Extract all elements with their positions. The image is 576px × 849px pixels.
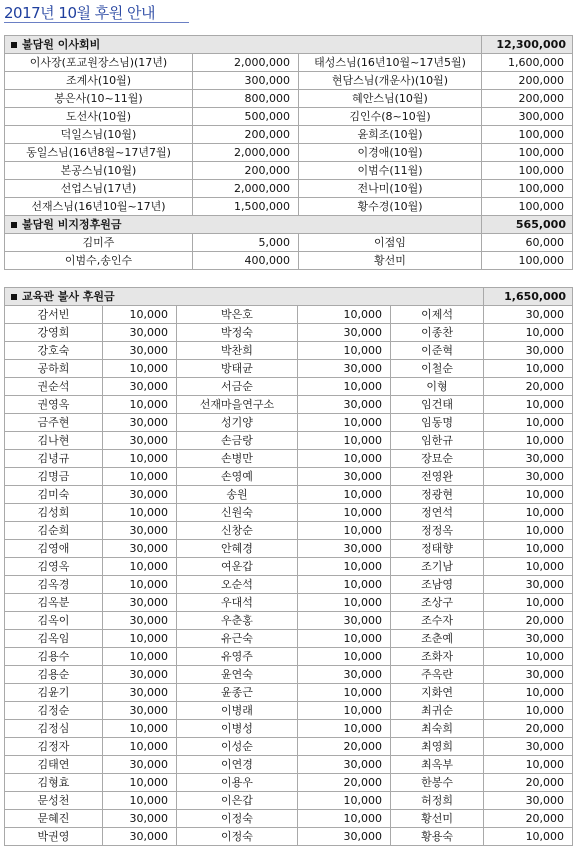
amount-cell: 10,000 bbox=[103, 630, 177, 648]
amount-cell: 30,000 bbox=[298, 828, 391, 846]
amount-cell: 10,000 bbox=[484, 558, 573, 576]
donor-name-cell: 이범수(11월) bbox=[299, 162, 482, 180]
table-row bbox=[5, 738, 573, 756]
donor-name-cell: 윤희조(10월) bbox=[299, 126, 482, 144]
amount-cell: 20,000 bbox=[484, 378, 573, 396]
donor-name-cell: 오순석 bbox=[177, 576, 298, 594]
amount-cell: 10,000 bbox=[298, 558, 391, 576]
amount-cell: 10,000 bbox=[298, 630, 391, 648]
amount-cell: 200,000 bbox=[482, 72, 573, 90]
section-0-header-row bbox=[5, 36, 573, 54]
donor-name-cell: 정연석 bbox=[391, 504, 484, 522]
amount-cell: 10,000 bbox=[103, 792, 177, 810]
donor-name-cell: 김성희 bbox=[5, 504, 103, 522]
amount-cell: 30,000 bbox=[298, 324, 391, 342]
donor-name-cell: 김윤기 bbox=[5, 684, 103, 702]
donor-name-cell: 문성천 bbox=[5, 792, 103, 810]
donor-name-cell: 최옥부 bbox=[391, 756, 484, 774]
education-header bbox=[5, 288, 484, 306]
table-row bbox=[5, 810, 573, 828]
donor-name-cell: 이용우 bbox=[177, 774, 298, 792]
donor-name-cell: 김영옥 bbox=[5, 558, 103, 576]
amount-cell: 30,000 bbox=[484, 792, 573, 810]
amount-cell: 2,000,000 bbox=[193, 54, 299, 72]
donor-name-cell: 봉은사(10~11월) bbox=[5, 90, 193, 108]
donor-name-cell: 허정희 bbox=[391, 792, 484, 810]
donor-name-cell: 동일스님(16년8월~17년7월) bbox=[5, 144, 193, 162]
table-row bbox=[5, 522, 573, 540]
amount-cell: 10,000 bbox=[298, 792, 391, 810]
donor-name-cell: 정광현 bbox=[391, 486, 484, 504]
amount-cell: 10,000 bbox=[484, 396, 573, 414]
amount-cell: 100,000 bbox=[482, 144, 573, 162]
donor-name-cell: 강호숙 bbox=[5, 342, 103, 360]
amount-cell: 30,000 bbox=[484, 342, 573, 360]
donor-name-cell: 신창순 bbox=[177, 522, 298, 540]
donor-name-cell: 김정자 bbox=[5, 738, 103, 756]
donor-name-cell: 이점임 bbox=[299, 234, 482, 252]
amount-cell: 10,000 bbox=[103, 738, 177, 756]
donor-name-cell: 조남영 bbox=[391, 576, 484, 594]
donor-name-cell: 현담스님(개운사)(10월) bbox=[299, 72, 482, 90]
donor-name-cell: 정태향 bbox=[391, 540, 484, 558]
section-0-total: 12,300,000 bbox=[482, 36, 573, 54]
amount-cell: 30,000 bbox=[484, 468, 573, 486]
donor-name-cell: 우대석 bbox=[177, 594, 298, 612]
table-row bbox=[5, 666, 573, 684]
amount-cell: 2,000,000 bbox=[193, 180, 299, 198]
donor-name-cell: 박정숙 bbox=[177, 324, 298, 342]
donor-name-cell: 이종찬 bbox=[391, 324, 484, 342]
donor-name-cell: 여운갑 bbox=[177, 558, 298, 576]
amount-cell: 10,000 bbox=[298, 432, 391, 450]
donor-name-cell: 임한규 bbox=[391, 432, 484, 450]
amount-cell: 30,000 bbox=[484, 630, 573, 648]
donor-name-cell: 이성순 bbox=[177, 738, 298, 756]
section-title: 불담원 비지정후원금 bbox=[22, 218, 122, 231]
donor-name-cell: 공하희 bbox=[5, 360, 103, 378]
donor-name-cell: 이연경 bbox=[177, 756, 298, 774]
table-row bbox=[5, 792, 573, 810]
amount-cell: 30,000 bbox=[298, 540, 391, 558]
table-row bbox=[5, 252, 573, 270]
donor-name-cell: 조수자 bbox=[391, 612, 484, 630]
amount-cell: 10,000 bbox=[103, 360, 177, 378]
table-row bbox=[5, 54, 573, 72]
donor-name-cell: 이준혁 bbox=[391, 342, 484, 360]
donor-name-cell: 김녕규 bbox=[5, 450, 103, 468]
donor-name-cell: 이형 bbox=[391, 378, 484, 396]
donor-name-cell: 선재스님(16년10월~17년) bbox=[5, 198, 193, 216]
table-row bbox=[5, 756, 573, 774]
donor-name-cell: 박찬희 bbox=[177, 342, 298, 360]
donor-name-cell: 유영주 bbox=[177, 648, 298, 666]
board-donation-table bbox=[4, 35, 573, 270]
donor-name-cell: 손영예 bbox=[177, 468, 298, 486]
table-row bbox=[5, 774, 573, 792]
amount-cell: 300,000 bbox=[482, 108, 573, 126]
amount-cell: 10,000 bbox=[103, 306, 177, 324]
donor-name-cell: 혜안스님(10월) bbox=[299, 90, 482, 108]
table-row bbox=[5, 630, 573, 648]
donor-name-cell: 박권영 bbox=[5, 828, 103, 846]
amount-cell: 10,000 bbox=[298, 684, 391, 702]
amount-cell: 10,000 bbox=[484, 828, 573, 846]
donor-name-cell: 황선미 bbox=[391, 810, 484, 828]
donor-name-cell: 송원 bbox=[177, 486, 298, 504]
table-row bbox=[5, 720, 573, 738]
donor-name-cell: 신원숙 bbox=[177, 504, 298, 522]
donor-name-cell: 태성스님(16년10월~17년5월) bbox=[299, 54, 482, 72]
amount-cell: 30,000 bbox=[103, 414, 177, 432]
donor-name-cell: 박은호 bbox=[177, 306, 298, 324]
amount-cell: 100,000 bbox=[482, 126, 573, 144]
donor-name-cell: 도선사(10월) bbox=[5, 108, 193, 126]
amount-cell: 10,000 bbox=[484, 414, 573, 432]
amount-cell: 10,000 bbox=[103, 558, 177, 576]
amount-cell: 30,000 bbox=[484, 450, 573, 468]
amount-cell: 10,000 bbox=[484, 648, 573, 666]
amount-cell: 10,000 bbox=[484, 324, 573, 342]
amount-cell: 10,000 bbox=[484, 432, 573, 450]
donor-name-cell: 김용수 bbox=[5, 648, 103, 666]
amount-cell: 10,000 bbox=[298, 720, 391, 738]
amount-cell: 30,000 bbox=[103, 522, 177, 540]
amount-cell: 10,000 bbox=[298, 702, 391, 720]
donor-name-cell: 최숙희 bbox=[391, 720, 484, 738]
table-row bbox=[5, 162, 573, 180]
amount-cell: 10,000 bbox=[484, 756, 573, 774]
donor-name-cell: 권순석 bbox=[5, 378, 103, 396]
amount-cell: 30,000 bbox=[298, 666, 391, 684]
amount-cell: 10,000 bbox=[484, 684, 573, 702]
donor-name-cell: 김인수(8~10월) bbox=[299, 108, 482, 126]
amount-cell: 30,000 bbox=[298, 468, 391, 486]
donor-name-cell: 김옥경 bbox=[5, 576, 103, 594]
donor-name-cell: 문혜진 bbox=[5, 810, 103, 828]
amount-cell: 200,000 bbox=[482, 90, 573, 108]
amount-cell: 20,000 bbox=[484, 720, 573, 738]
square-bullet-icon bbox=[11, 294, 17, 300]
amount-cell: 10,000 bbox=[298, 810, 391, 828]
amount-cell: 1,600,000 bbox=[482, 54, 573, 72]
amount-cell: 30,000 bbox=[298, 612, 391, 630]
donor-name-cell: 황용숙 bbox=[391, 828, 484, 846]
donor-name-cell: 정정옥 bbox=[391, 522, 484, 540]
amount-cell: 10,000 bbox=[103, 720, 177, 738]
donor-name-cell: 김순희 bbox=[5, 522, 103, 540]
table-row bbox=[5, 378, 573, 396]
amount-cell: 10,000 bbox=[298, 522, 391, 540]
table-row bbox=[5, 180, 573, 198]
donor-name-cell: 이정숙 bbox=[177, 810, 298, 828]
donor-name-cell: 황수경(10월) bbox=[299, 198, 482, 216]
donor-name-cell: 김정순 bbox=[5, 702, 103, 720]
table-row bbox=[5, 594, 573, 612]
amount-cell: 60,000 bbox=[482, 234, 573, 252]
donor-name-cell: 임건태 bbox=[391, 396, 484, 414]
amount-cell: 30,000 bbox=[103, 486, 177, 504]
page-title: 2017년 10월 후원 안내 bbox=[4, 4, 156, 22]
amount-cell: 10,000 bbox=[484, 594, 573, 612]
donor-name-cell: 장묘순 bbox=[391, 450, 484, 468]
donor-name-cell: 본공스님(10월) bbox=[5, 162, 193, 180]
education-total: 1,650,000 bbox=[484, 288, 573, 306]
amount-cell: 200,000 bbox=[193, 126, 299, 144]
donor-name-cell: 선재마을연구소 bbox=[177, 396, 298, 414]
donor-name-cell: 손금랑 bbox=[177, 432, 298, 450]
section-1-header-row bbox=[5, 216, 573, 234]
donor-name-cell: 김형효 bbox=[5, 774, 103, 792]
table-row bbox=[5, 684, 573, 702]
donor-name-cell: 서금순 bbox=[177, 378, 298, 396]
donor-name-cell: 우춘홍 bbox=[177, 612, 298, 630]
donor-name-cell: 선업스님(17년) bbox=[5, 180, 193, 198]
amount-cell: 10,000 bbox=[298, 450, 391, 468]
amount-cell: 30,000 bbox=[103, 828, 177, 846]
amount-cell: 10,000 bbox=[298, 594, 391, 612]
table-row bbox=[5, 432, 573, 450]
amount-cell: 800,000 bbox=[193, 90, 299, 108]
amount-cell: 20,000 bbox=[484, 774, 573, 792]
donor-name-cell: 손병만 bbox=[177, 450, 298, 468]
table-row bbox=[5, 468, 573, 486]
donor-name-cell: 김명금 bbox=[5, 468, 103, 486]
amount-cell: 10,000 bbox=[103, 576, 177, 594]
section-title: 불담원 이사회비 bbox=[22, 38, 101, 51]
table-row bbox=[5, 396, 573, 414]
amount-cell: 30,000 bbox=[103, 702, 177, 720]
amount-cell: 30,000 bbox=[298, 396, 391, 414]
donor-name-cell: 유근숙 bbox=[177, 630, 298, 648]
table-row bbox=[5, 414, 573, 432]
amount-cell: 10,000 bbox=[298, 342, 391, 360]
amount-cell: 10,000 bbox=[298, 378, 391, 396]
amount-cell: 10,000 bbox=[103, 504, 177, 522]
amount-cell: 300,000 bbox=[193, 72, 299, 90]
donor-name-cell: 이범수,송인수 bbox=[5, 252, 193, 270]
amount-cell: 10,000 bbox=[298, 648, 391, 666]
table-row bbox=[5, 612, 573, 630]
donor-name-cell: 한봉수 bbox=[391, 774, 484, 792]
amount-cell: 30,000 bbox=[103, 432, 177, 450]
amount-cell: 10,000 bbox=[103, 468, 177, 486]
amount-cell: 30,000 bbox=[103, 342, 177, 360]
amount-cell: 30,000 bbox=[484, 306, 573, 324]
table-row bbox=[5, 828, 573, 846]
table-row bbox=[5, 126, 573, 144]
table-row bbox=[5, 324, 573, 342]
amount-cell: 200,000 bbox=[193, 162, 299, 180]
amount-cell: 10,000 bbox=[484, 522, 573, 540]
amount-cell: 1,500,000 bbox=[193, 198, 299, 216]
donor-name-cell: 이병성 bbox=[177, 720, 298, 738]
donor-name-cell: 최영희 bbox=[391, 738, 484, 756]
amount-cell: 10,000 bbox=[484, 360, 573, 378]
amount-cell: 100,000 bbox=[482, 198, 573, 216]
table-row bbox=[5, 306, 573, 324]
amount-cell: 20,000 bbox=[484, 612, 573, 630]
square-bullet-icon bbox=[11, 42, 17, 48]
donor-name-cell: 김옥이 bbox=[5, 612, 103, 630]
amount-cell: 30,000 bbox=[103, 540, 177, 558]
donor-name-cell: 안혜경 bbox=[177, 540, 298, 558]
education-donation-table bbox=[4, 287, 573, 846]
donor-name-cell: 전나미(10월) bbox=[299, 180, 482, 198]
amount-cell: 10,000 bbox=[103, 774, 177, 792]
table-row bbox=[5, 576, 573, 594]
title-underline bbox=[4, 22, 189, 23]
donor-name-cell: 윤종근 bbox=[177, 684, 298, 702]
amount-cell: 10,000 bbox=[298, 414, 391, 432]
table-row bbox=[5, 234, 573, 252]
amount-cell: 30,000 bbox=[103, 594, 177, 612]
amount-cell: 30,000 bbox=[298, 360, 391, 378]
table-row bbox=[5, 144, 573, 162]
amount-cell: 400,000 bbox=[193, 252, 299, 270]
table-row bbox=[5, 540, 573, 558]
donor-name-cell: 이정숙 bbox=[177, 828, 298, 846]
table-row bbox=[5, 108, 573, 126]
amount-cell: 30,000 bbox=[103, 810, 177, 828]
amount-cell: 10,000 bbox=[298, 576, 391, 594]
donor-name-cell: 조춘예 bbox=[391, 630, 484, 648]
donor-name-cell: 김용순 bbox=[5, 666, 103, 684]
donor-name-cell: 권영옥 bbox=[5, 396, 103, 414]
education-header-row bbox=[5, 288, 573, 306]
section-1-total: 565,000 bbox=[482, 216, 573, 234]
amount-cell: 30,000 bbox=[103, 378, 177, 396]
table-row bbox=[5, 72, 573, 90]
amount-cell: 30,000 bbox=[298, 756, 391, 774]
amount-cell: 20,000 bbox=[484, 810, 573, 828]
section-0-header bbox=[5, 36, 482, 54]
amount-cell: 10,000 bbox=[103, 648, 177, 666]
donor-name-cell: 김정심 bbox=[5, 720, 103, 738]
table-row bbox=[5, 90, 573, 108]
table-row bbox=[5, 360, 573, 378]
amount-cell: 20,000 bbox=[298, 738, 391, 756]
donor-name-cell: 조기남 bbox=[391, 558, 484, 576]
donor-name-cell: 이제석 bbox=[391, 306, 484, 324]
amount-cell: 30,000 bbox=[103, 324, 177, 342]
amount-cell: 10,000 bbox=[298, 306, 391, 324]
section-title: 교육관 불사 후원금 bbox=[22, 290, 115, 303]
donor-name-cell: 조화자 bbox=[391, 648, 484, 666]
amount-cell: 100,000 bbox=[482, 180, 573, 198]
donor-name-cell: 김미주 bbox=[5, 234, 193, 252]
donor-name-cell: 임동명 bbox=[391, 414, 484, 432]
donor-name-cell: 김미숙 bbox=[5, 486, 103, 504]
amount-cell: 30,000 bbox=[103, 756, 177, 774]
amount-cell: 30,000 bbox=[484, 576, 573, 594]
donor-name-cell: 조상구 bbox=[391, 594, 484, 612]
table-row bbox=[5, 648, 573, 666]
table-row bbox=[5, 198, 573, 216]
donor-name-cell: 전영완 bbox=[391, 468, 484, 486]
donor-name-cell: 주옥란 bbox=[391, 666, 484, 684]
donor-name-cell: 성기양 bbox=[177, 414, 298, 432]
amount-cell: 100,000 bbox=[482, 252, 573, 270]
amount-cell: 10,000 bbox=[103, 450, 177, 468]
amount-cell: 2,000,000 bbox=[193, 144, 299, 162]
amount-cell: 100,000 bbox=[482, 162, 573, 180]
donor-name-cell: 강영희 bbox=[5, 324, 103, 342]
donor-name-cell: 이경애(10월) bbox=[299, 144, 482, 162]
donor-name-cell: 방태균 bbox=[177, 360, 298, 378]
table-row bbox=[5, 702, 573, 720]
amount-cell: 30,000 bbox=[103, 612, 177, 630]
donor-name-cell: 감서빈 bbox=[5, 306, 103, 324]
table-row bbox=[5, 342, 573, 360]
donor-name-cell: 김영애 bbox=[5, 540, 103, 558]
amount-cell: 10,000 bbox=[103, 396, 177, 414]
donor-name-cell: 지화연 bbox=[391, 684, 484, 702]
donor-name-cell: 김나현 bbox=[5, 432, 103, 450]
amount-cell: 10,000 bbox=[484, 504, 573, 522]
donor-name-cell: 조계사(10월) bbox=[5, 72, 193, 90]
donor-name-cell: 이은갑 bbox=[177, 792, 298, 810]
amount-cell: 30,000 bbox=[103, 684, 177, 702]
section-1-header bbox=[5, 216, 482, 234]
donor-name-cell: 황선미 bbox=[299, 252, 482, 270]
amount-cell: 30,000 bbox=[103, 666, 177, 684]
amount-cell: 10,000 bbox=[298, 486, 391, 504]
donor-name-cell: 윤연숙 bbox=[177, 666, 298, 684]
table-row bbox=[5, 450, 573, 468]
donor-name-cell: 이사장(포교원장스님)(17년) bbox=[5, 54, 193, 72]
amount-cell: 20,000 bbox=[298, 774, 391, 792]
amount-cell: 500,000 bbox=[193, 108, 299, 126]
donor-name-cell: 덕일스님(10월) bbox=[5, 126, 193, 144]
amount-cell: 30,000 bbox=[484, 666, 573, 684]
donor-name-cell: 김옥임 bbox=[5, 630, 103, 648]
amount-cell: 10,000 bbox=[484, 702, 573, 720]
square-bullet-icon bbox=[11, 222, 17, 228]
donor-name-cell: 이병래 bbox=[177, 702, 298, 720]
table-row bbox=[5, 504, 573, 522]
donor-name-cell: 김옥분 bbox=[5, 594, 103, 612]
amount-cell: 30,000 bbox=[484, 738, 573, 756]
donor-name-cell: 금주현 bbox=[5, 414, 103, 432]
amount-cell: 10,000 bbox=[484, 486, 573, 504]
amount-cell: 10,000 bbox=[484, 540, 573, 558]
amount-cell: 5,000 bbox=[193, 234, 299, 252]
table-row bbox=[5, 558, 573, 576]
amount-cell: 10,000 bbox=[298, 504, 391, 522]
donor-name-cell: 최귀순 bbox=[391, 702, 484, 720]
table-row bbox=[5, 486, 573, 504]
donor-name-cell: 이철순 bbox=[391, 360, 484, 378]
donor-name-cell: 김태연 bbox=[5, 756, 103, 774]
